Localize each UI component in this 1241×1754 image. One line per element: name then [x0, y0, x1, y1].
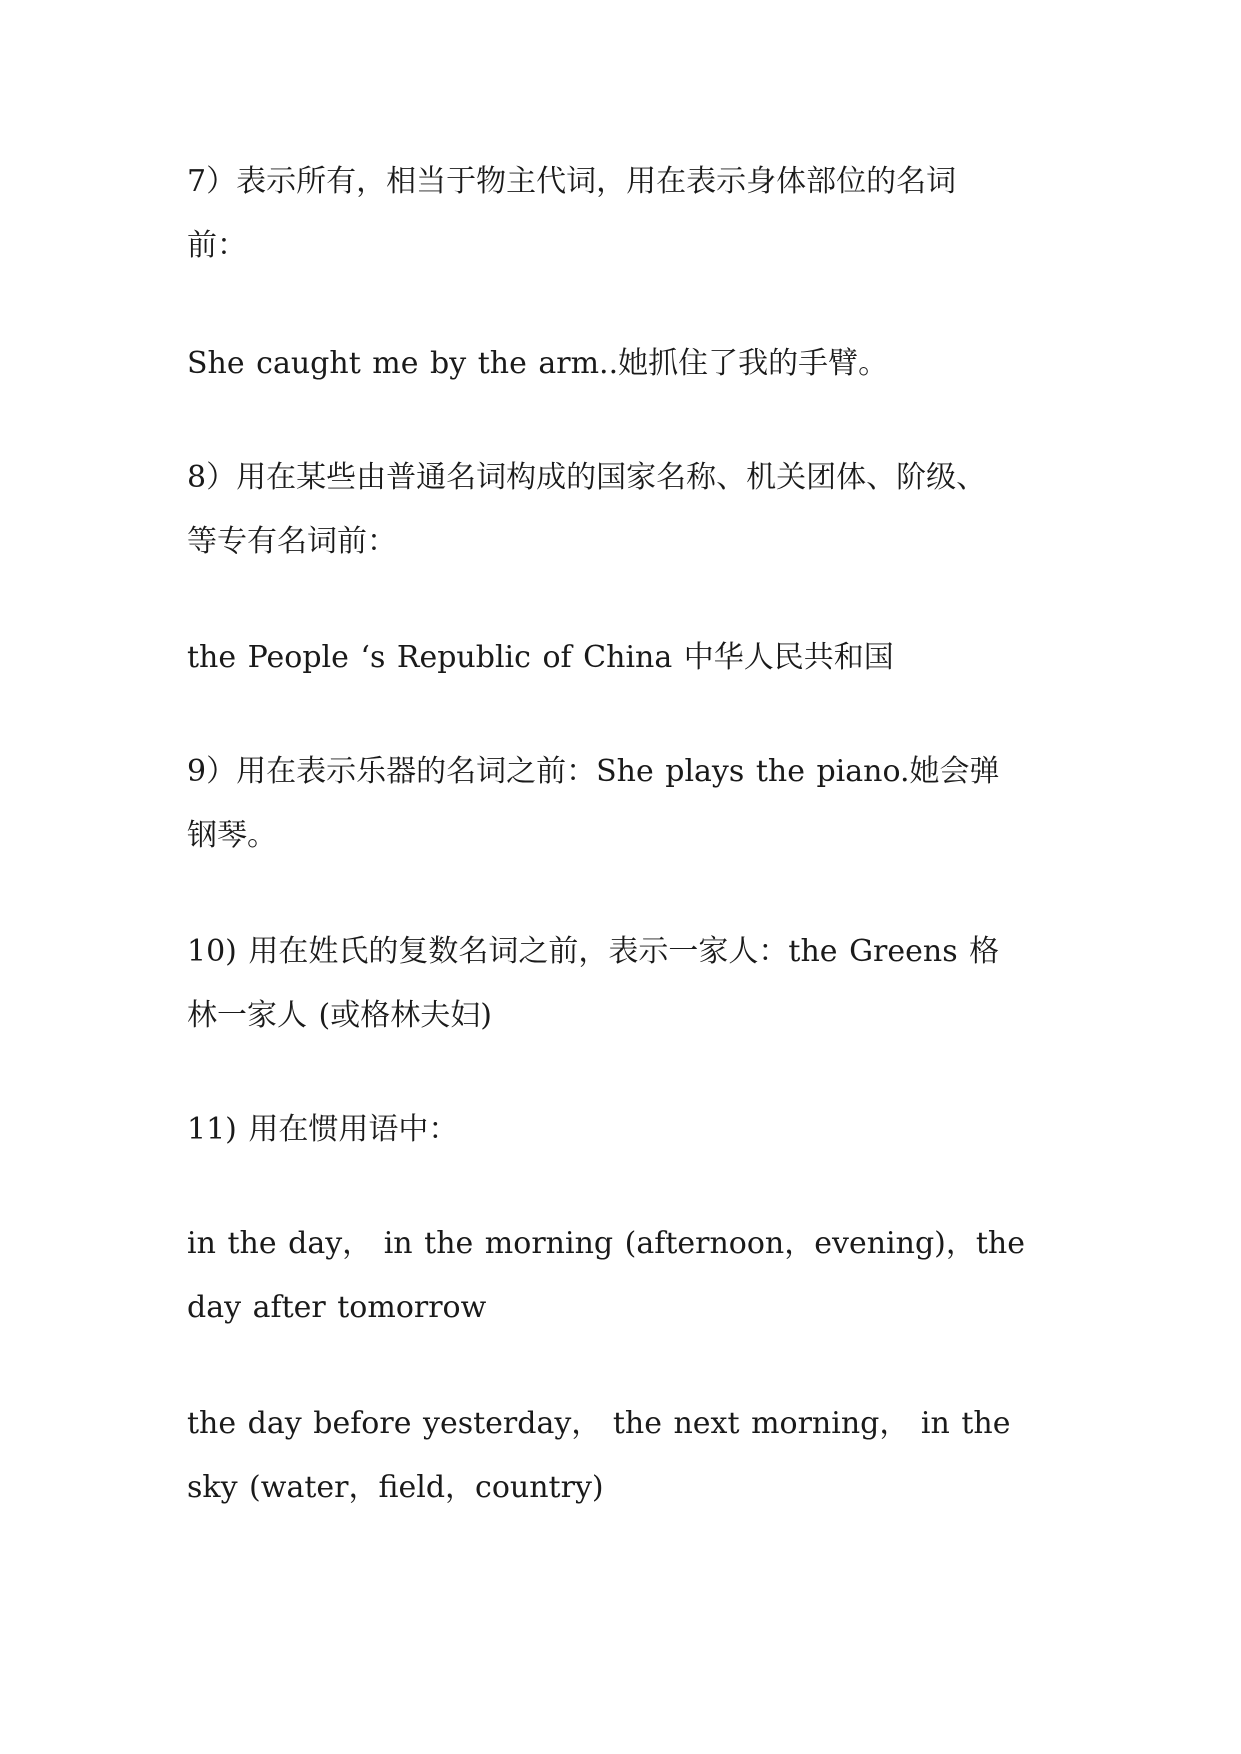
paragraph-example-arm: [187, 332, 1067, 396]
paragraph-rule-10: [187, 920, 1067, 1048]
text-line: 10) 用在姓氏的复数名词之前，表示一家人：the Greens 格: [187, 934, 1000, 969]
paragraph-example-china: [187, 626, 1067, 690]
text-line: in the day， in the morning (afternoon，evening)，the: [187, 1226, 1025, 1261]
text-line: the People ‘s Republic of China 中华人民共和国: [187, 640, 894, 675]
paragraph-idioms-2: [187, 1392, 1067, 1520]
text-line: 前：: [187, 228, 247, 263]
paragraph-rule-9: [187, 740, 1067, 868]
text-line: 11) 用在惯用语中：: [187, 1112, 459, 1147]
text-line: 林一家人 (或格林夫妇): [187, 998, 492, 1033]
text-line: 9）用在表示乐器的名词之前：She plays the piano.她会弹: [187, 754, 1000, 789]
text-line: the day before yesterday， the next morning， in the: [187, 1406, 1011, 1441]
paragraph-rule-11: [187, 1098, 1067, 1162]
text-line: 等专有名词前：: [187, 524, 397, 559]
text-line: 钢琴。: [187, 818, 277, 853]
paragraph-idioms-1: [187, 1212, 1067, 1340]
text-line: sky (water，field，country): [187, 1470, 604, 1505]
text-line: 8）用在某些由普通名词构成的国家名称、机关团体、阶级、: [187, 460, 987, 495]
text-line: day after tomorrow: [187, 1290, 487, 1325]
text-line: 7）表示所有，相当于物主代词，用在表示身体部位的名词: [187, 164, 957, 199]
text-line: She caught me by the arm..她抓住了我的手臂。: [187, 346, 889, 381]
paragraph-rule-7: [187, 150, 1067, 278]
paragraph-rule-8: [187, 446, 1067, 574]
